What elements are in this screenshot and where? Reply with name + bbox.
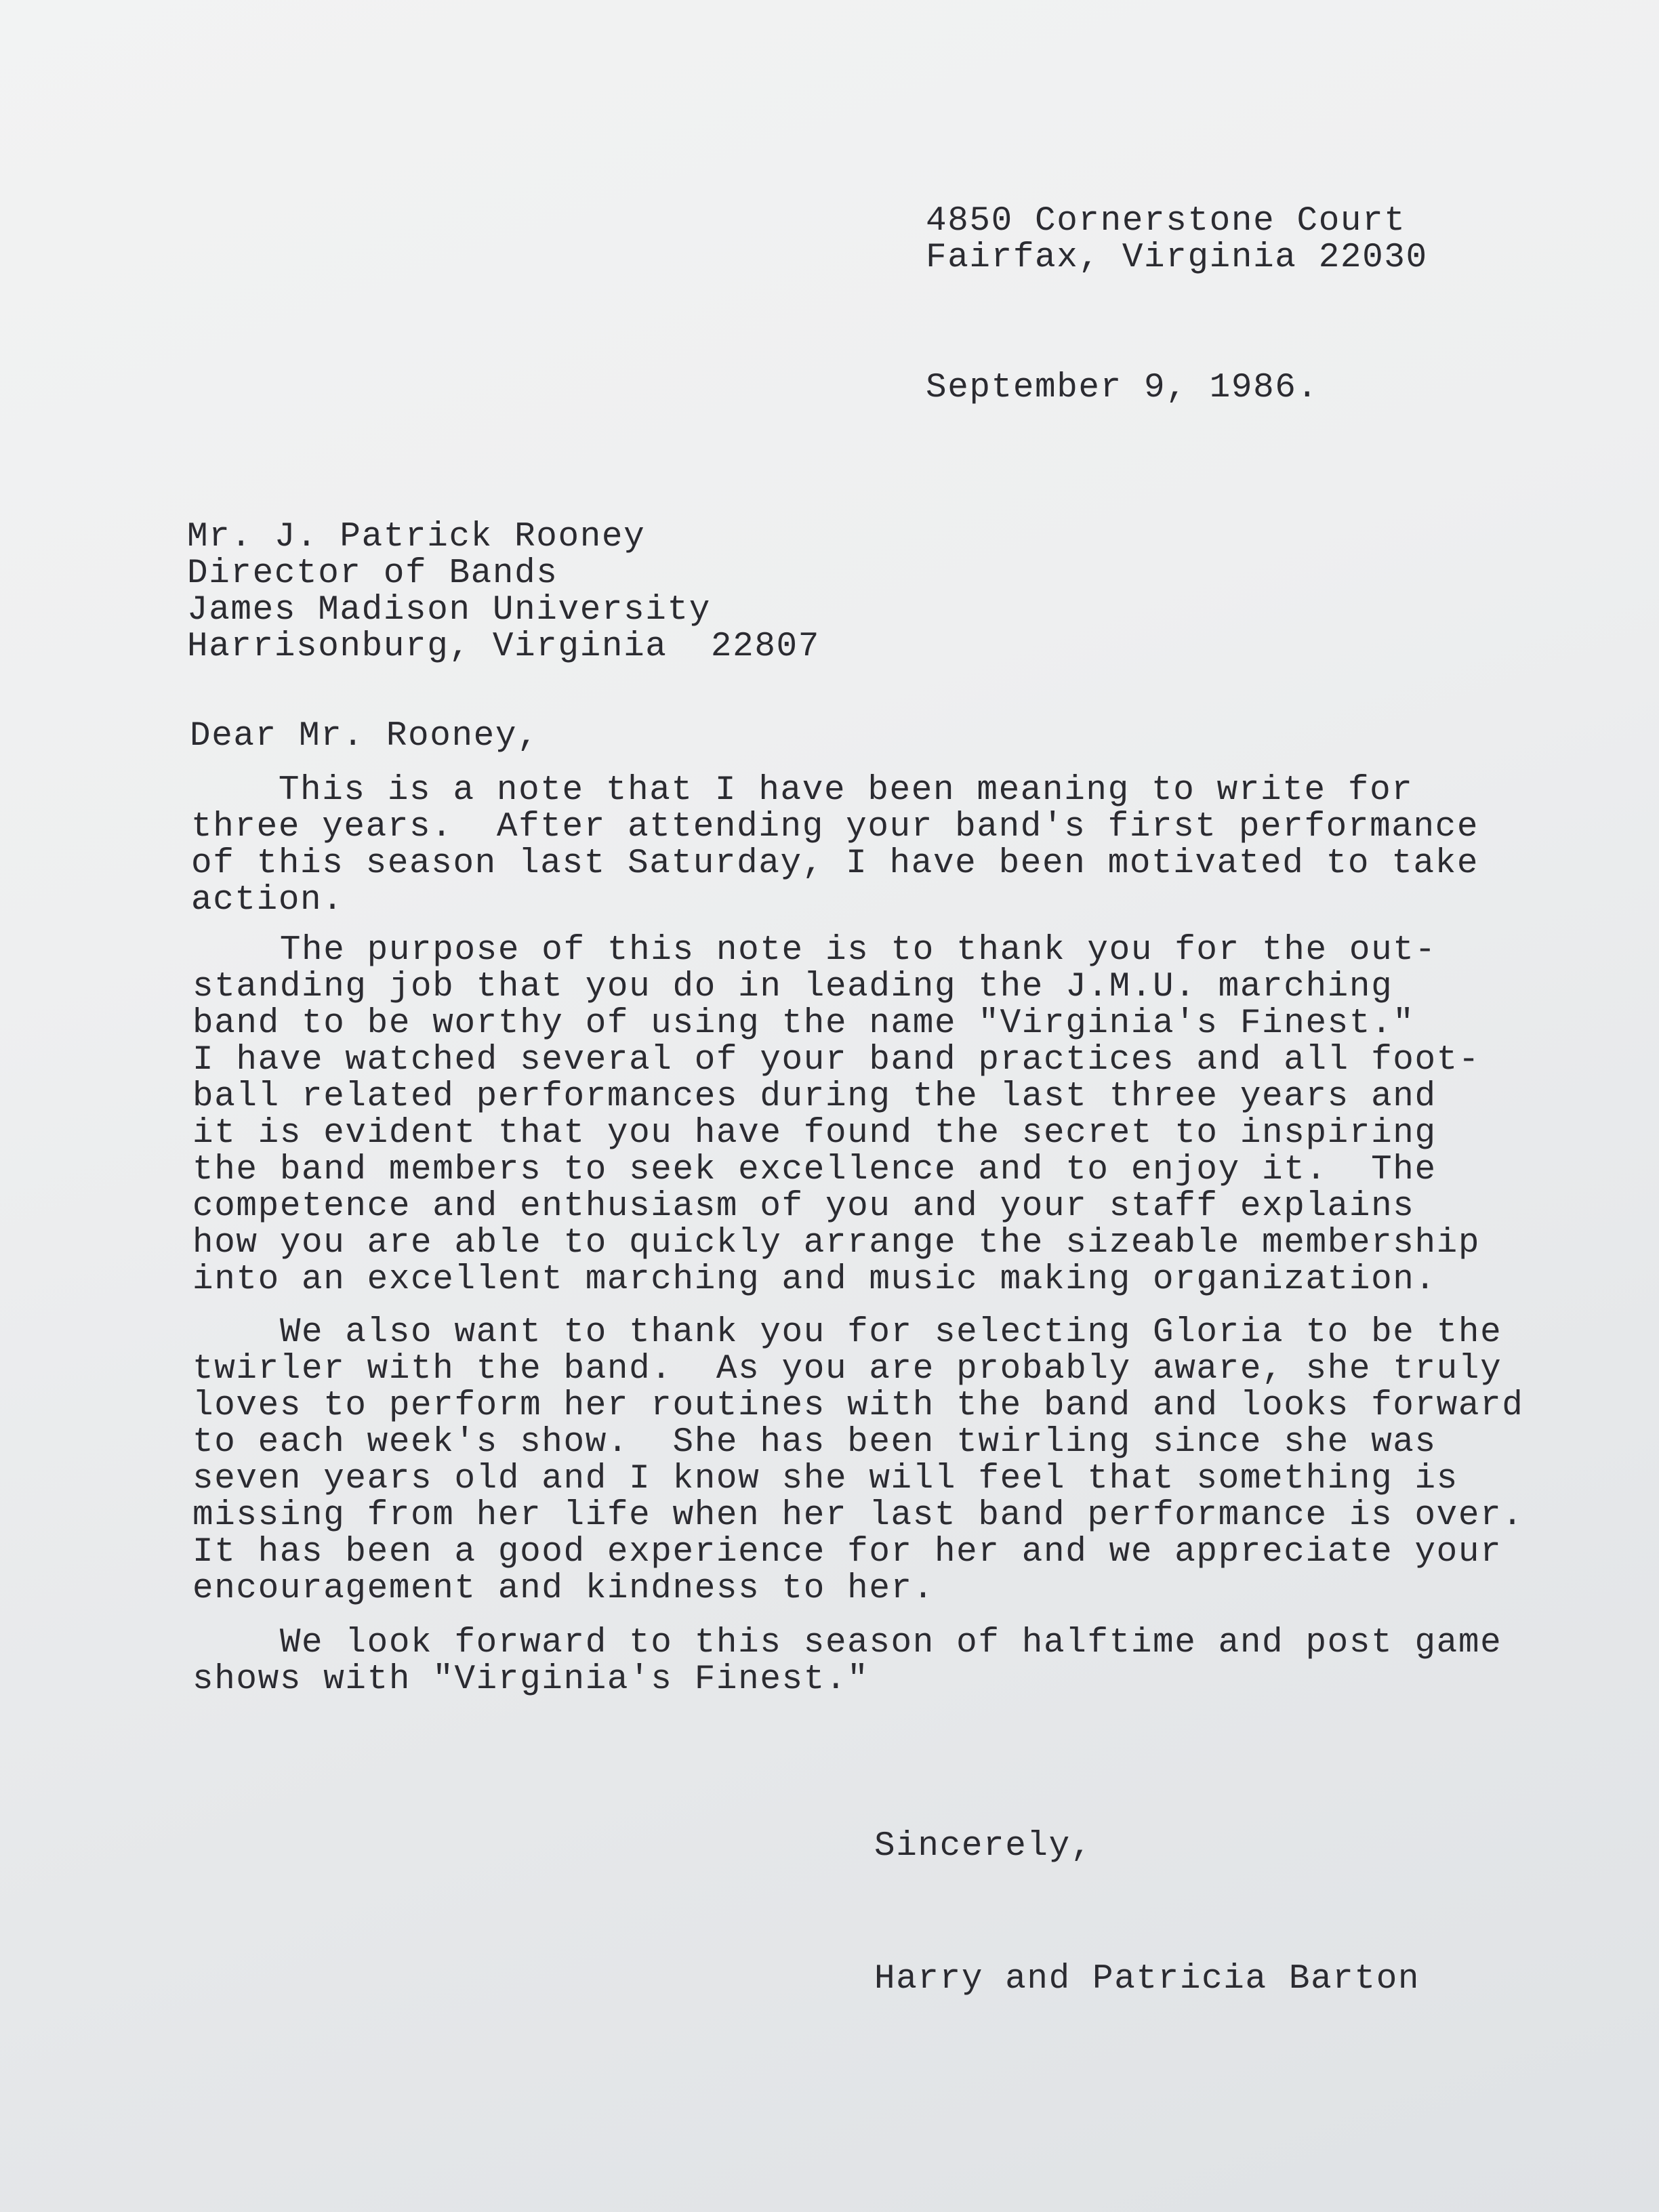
sender-city-line: Fairfax, Virginia 22030 <box>926 239 1428 277</box>
recipient-name: Mr. J. Patrick Rooney <box>187 518 646 556</box>
paragraph-line: seven years old and I know she will feel that something is <box>192 1460 1458 1498</box>
paragraph-line: The purpose of this note is to thank you for the out- <box>192 931 1437 970</box>
paragraph-line: It has been a good experience for her and we appreciate your <box>192 1533 1502 1572</box>
body-paragraph-3 <box>192 1315 1534 1607</box>
paragraph-line: it is evident that you have found the secret to inspiring <box>192 1114 1437 1153</box>
body-paragraph-2 <box>192 933 1534 1298</box>
paragraph-line: standing job that you do in leading the J.M.U. marching <box>192 968 1393 1006</box>
paragraph-line: how you are able to quickly arrange the sizeable membership <box>192 1224 1481 1263</box>
recipient-organization: James Madison University <box>187 591 711 630</box>
paragraph-line: three years. After attending your band's first performance <box>191 808 1479 846</box>
paragraph-line: loves to perform her routines with the band and looks forward <box>192 1387 1524 1425</box>
paragraph-line: band to be worthy of using the name "Virginia's Finest." <box>192 1004 1415 1043</box>
paragraph-line: into an excellent marching and music making organization. <box>192 1261 1437 1299</box>
sender-street: 4850 Cornerstone Court <box>926 202 1406 241</box>
closing: Sincerely, <box>874 1827 1093 1866</box>
body-paragraph-4 <box>192 1625 1534 1698</box>
paragraph-line: We look forward to this season of halftime and post game <box>192 1624 1502 1662</box>
recipient-city-line: Harrisonburg, Virginia 22807 <box>187 628 820 666</box>
paragraph-line: to each week's show. She has been twirling since she was <box>192 1423 1437 1462</box>
paragraph-line: This is a note that I have been meaning to write for <box>191 771 1414 810</box>
paragraph-line: of this season last Saturday, I have been motivated to take <box>191 844 1479 883</box>
paragraph-line: I have watched several of your band practices and all foot- <box>192 1041 1481 1080</box>
signature-name: Harry and Patricia Barton <box>874 1960 1420 1999</box>
paragraph-line: shows with "Virginia's Finest." <box>192 1660 869 1699</box>
paragraph-line: competence and enthusiasm of you and your staff explains <box>192 1187 1415 1226</box>
paragraph-line: the band members to seek excellence and to enjoy it. The <box>192 1151 1437 1189</box>
paragraph-line: We also want to thank you for selecting Gloria to be the <box>192 1313 1502 1352</box>
letter-date: September 9, 1986. <box>926 369 1319 407</box>
paragraph-line: ball related performances during the last three years and <box>192 1078 1437 1116</box>
recipient-title: Director of Bands <box>187 554 558 593</box>
paragraph-line: action. <box>191 881 344 920</box>
paragraph-line: missing from her life when her last band performance is over. <box>192 1496 1524 1535</box>
body-paragraph-1 <box>191 773 1533 919</box>
paragraph-line: twirler with the band. As you are probably aware, she truly <box>192 1350 1502 1389</box>
salutation: Dear Mr. Rooney, <box>190 717 539 756</box>
paragraph-line: encouragement and kindness to her. <box>192 1570 935 1608</box>
